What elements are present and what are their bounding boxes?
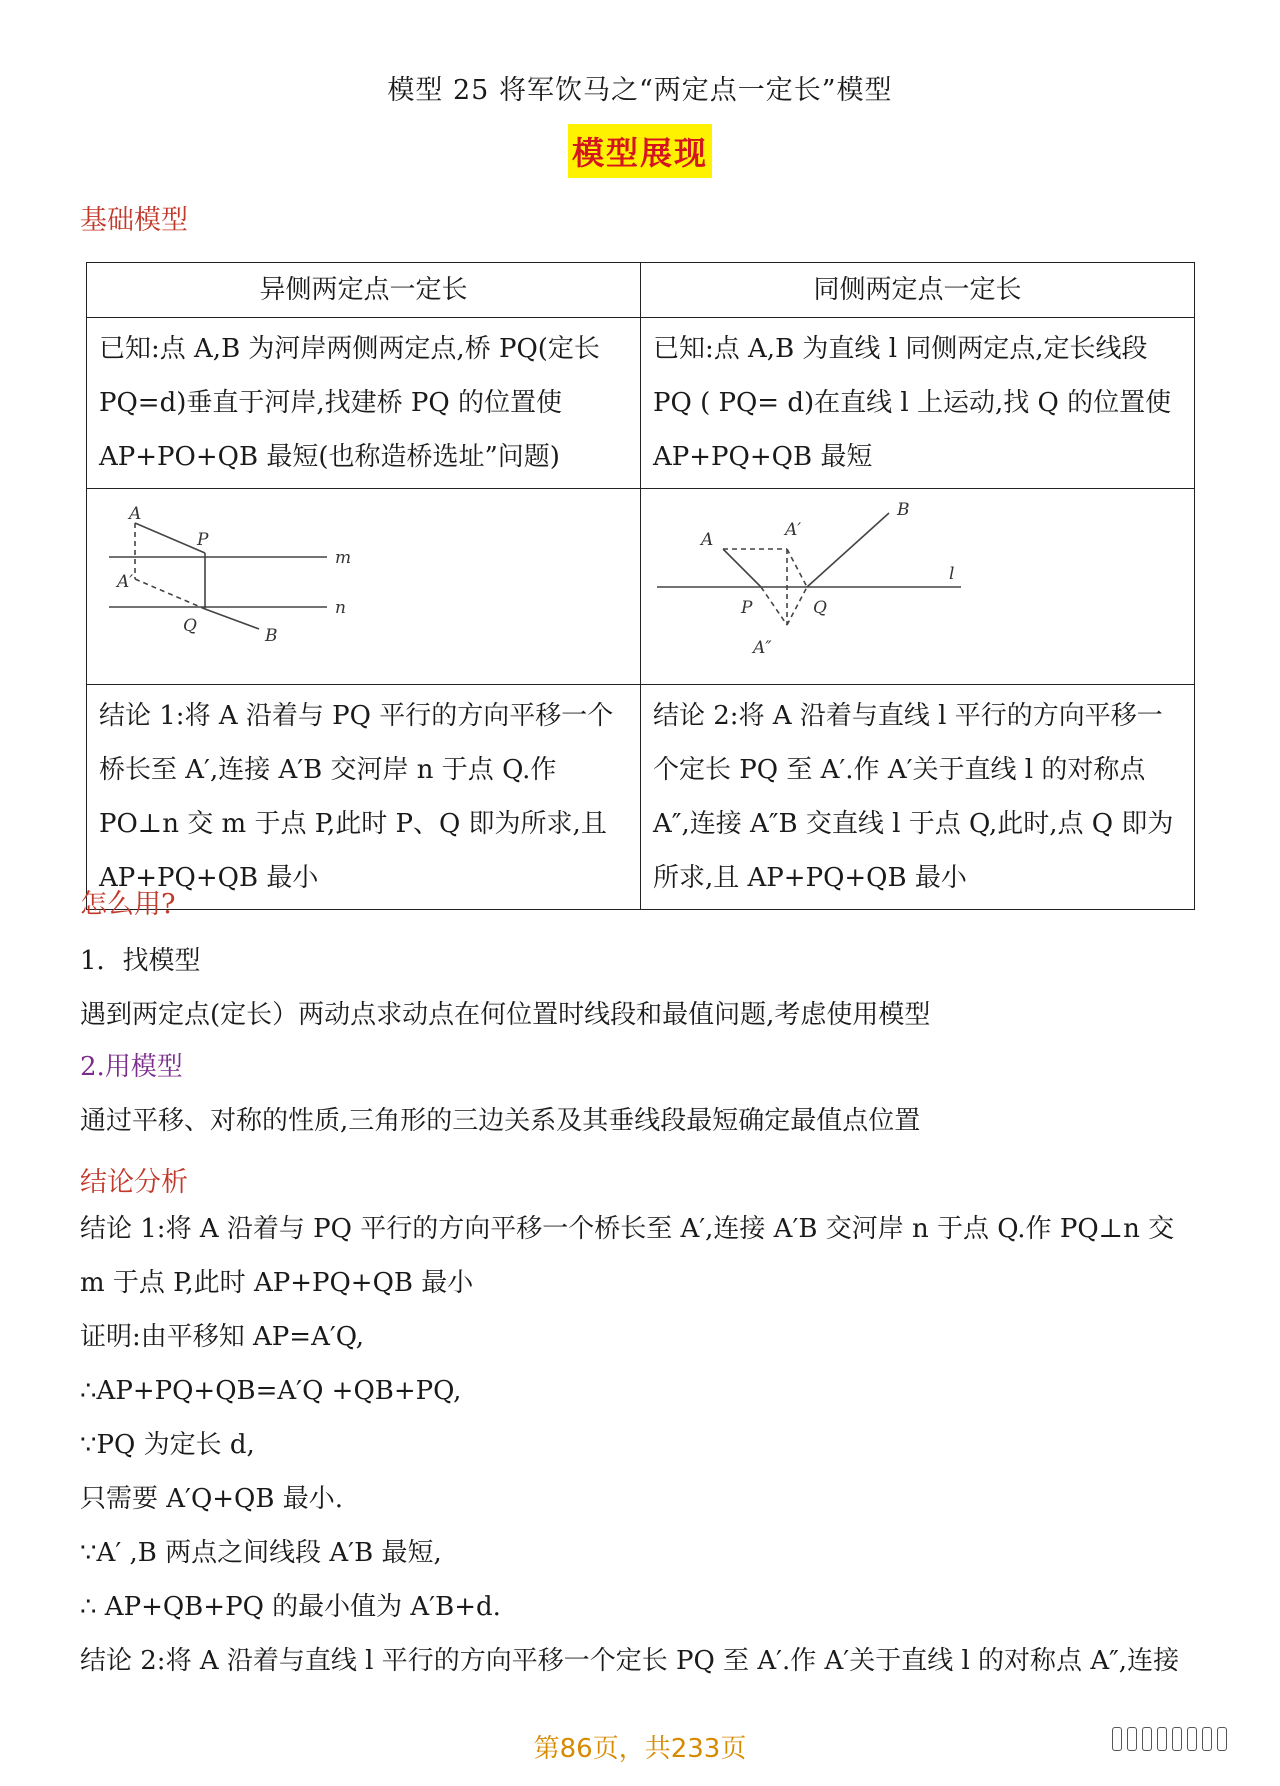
table-diagram-row: [87, 489, 1195, 685]
page-scroll-indicator[interactable]: [1112, 1727, 1262, 1753]
segment-AP: [723, 549, 761, 587]
label-Q: Q: [813, 598, 827, 618]
table-conclusion-row: [87, 685, 1195, 910]
col1-given: 已知:点 A,B 为河岸两侧两定点,桥 PQ(定长 PQ=d)垂直于河岸,找建桥 PQ 的位置使 AP+PO+QB 最短(也称造桥选址”问题): [87, 318, 641, 489]
label-m: m: [335, 548, 352, 568]
segment-QB: [205, 609, 259, 629]
analysis-line: m 于点 P,此时 AP+PQ+QB 最小: [80, 1268, 474, 1298]
scroll-tick-icon: [1202, 1727, 1212, 1751]
col1-conclusion: 结论 1:将 A 沿着与 PQ 平行的方向平移一个桥长至 A′,连接 A′B 交河岸 n 于点 Q.作 PO⊥n 交 m 于点 P,此时 P、Q 即为所求,且 AP+PQ+QB 最小: [87, 685, 641, 910]
analysis-line: ∵PQ 为定长 d,: [80, 1430, 255, 1460]
segment-AP: [135, 523, 205, 553]
page-counter: 第86页，共233页: [533, 1734, 747, 1764]
label-A: A: [701, 530, 714, 550]
step1-text: 遇到两定点(定长）两动点求动点在何位置时线段和最值问题,考虑使用模型: [80, 1000, 931, 1030]
step1-title: 1．找模型: [80, 946, 201, 976]
label-l: l: [949, 564, 955, 584]
table-given-row: [87, 318, 1195, 489]
segment-A1Q: [135, 579, 205, 609]
label-A1: A′: [785, 520, 802, 540]
diagram2-cell: [641, 489, 1195, 685]
label-P: P: [741, 598, 753, 618]
label-A2: A″: [753, 638, 772, 658]
col2-given: 已知:点 A,B 为直线 l 同侧两定点,定长线段 PQ ( PQ= d)在直线 l 上运动,找 Q 的位置使 AP+PQ+QB 最短: [641, 318, 1195, 489]
analysis-line: ∴ AP+QB+PQ 的最小值为 A′B+d.: [80, 1592, 501, 1622]
model-table: [86, 262, 1195, 910]
analysis-line: ∴AP+PQ+QB=A′Q +QB+PQ,: [80, 1376, 462, 1406]
analysis-line: 只需要 A′Q+QB 最小.: [80, 1484, 343, 1514]
step2-title: 2.用模型: [80, 1052, 183, 1082]
diagram1-cell: [87, 489, 641, 685]
label-P: P: [197, 530, 209, 550]
fixed-length-diagram: [641, 489, 1193, 665]
table-header-row: [87, 263, 1195, 318]
analysis-line: 证明:由平移知 AP=A′Q,: [80, 1322, 365, 1352]
scroll-tick-icon: [1172, 1727, 1182, 1751]
scroll-tick-icon: [1112, 1727, 1122, 1751]
label-B: B: [265, 626, 278, 646]
label-B: B: [897, 500, 910, 520]
scroll-tick-icon: [1157, 1727, 1167, 1751]
label-Q: Q: [183, 616, 197, 636]
analysis-line: 结论 1:将 A 沿着与 PQ 平行的方向平移一个桥长至 A′,连接 A′B 交河岸 n 于点 Q.作 PQ⊥n 交: [80, 1214, 1175, 1244]
analysis-line: ∵A′ ,B 两点之间线段 A′B 最短,: [80, 1538, 442, 1568]
section-analysis-heading: 结论分析: [80, 1167, 188, 1198]
segment-QB: [807, 513, 889, 587]
col2-conclusion: 结论 2:将 A 沿着与直线 l 平行的方向平移一个定长 PQ 至 A′.作 A′关于直线 l 的对称点 A″,连接 A″B 交直线 l 于点 Q,此时,点 Q 即为所求,且 AP+PQ+QB 最小: [641, 685, 1195, 910]
segment-A2Q: [787, 587, 807, 625]
page-title: 模型 25 将军饮马之“两定点一定长”模型: [387, 75, 893, 106]
col1-header: 异侧两定点一定长: [87, 263, 641, 318]
section-basic-heading: 基础模型: [80, 205, 188, 236]
segment-A1Q: [787, 549, 807, 587]
scroll-tick-icon: [1127, 1727, 1137, 1751]
scroll-tick-icon: [1142, 1727, 1152, 1751]
label-A1: A′: [117, 572, 134, 592]
subtitle-highlight: 模型展现: [568, 124, 712, 178]
bridge-diagram: [87, 489, 639, 665]
scroll-tick-icon: [1187, 1727, 1197, 1751]
section-howto-heading: 怎么用?: [80, 889, 176, 920]
subtitle-wrap: [0, 124, 1280, 178]
segment-PA2: [761, 587, 787, 625]
label-A: A: [129, 504, 142, 524]
col2-header: 同侧两定点一定长: [641, 263, 1195, 318]
analysis-line: 结论 2:将 A 沿着与直线 l 平行的方向平移一个定长 PQ 至 A′.作 A′关于直线 l 的对称点 A″,连接: [80, 1646, 1180, 1676]
step2-text: 通过平移、对称的性质,三角形的三边关系及其垂线段最短确定最值点位置: [80, 1106, 921, 1136]
label-n: n: [335, 598, 346, 618]
scroll-tick-icon: [1217, 1727, 1227, 1751]
